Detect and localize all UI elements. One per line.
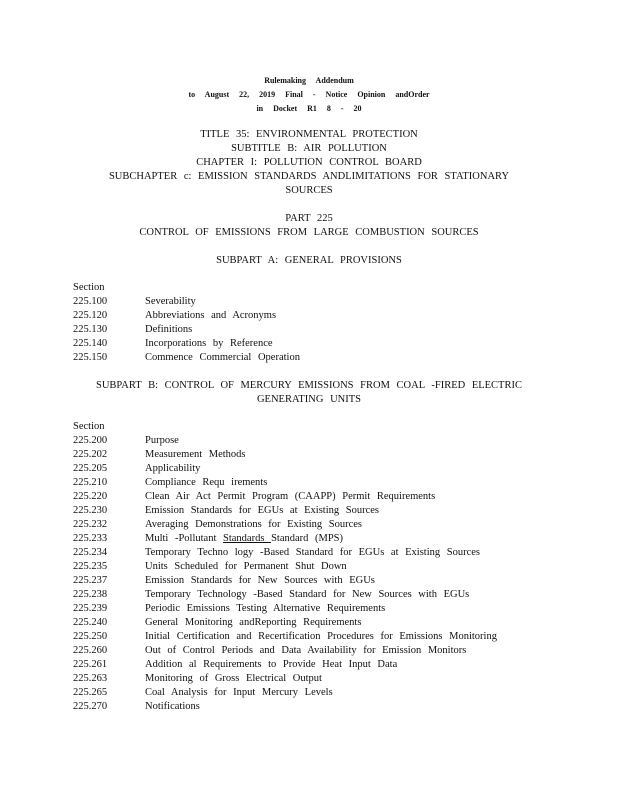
section-number: 225.130 [73,324,108,335]
section-row [73,351,593,365]
section-title: Emission Standards for New Sources with EGUs [145,575,375,586]
section-number: 225.238 [73,589,108,600]
section-number: 225.240 [73,617,108,628]
section-row [73,448,593,462]
part-title: CONTROL OF EMISSIONS FROM LARGE COMBUSTION SOURCES [139,227,479,238]
section-title: Out of Control Periods and Data Availability for Emission Monitors [145,645,467,656]
section-number: 225.250 [73,631,108,642]
section-title: Monitoring of Gross Electrical Output [145,673,322,684]
section-row [73,574,593,588]
chapter-heading: CHAPTER I: POLLUTION CONTROL BOARD [196,157,422,168]
section-number: 225.232 [73,519,108,530]
section-title: Periodic Emissions Testing Alternative Requirements [145,603,386,614]
section-row [73,434,593,448]
section-title-part: Multi -Pollutant [145,533,224,544]
section-title: Definitions [145,324,193,335]
section-title: Averaging Demonstrations for Existing Sources [145,519,363,530]
section-title: Commence Commercial Operation [145,352,300,363]
section-number: 225.233 [73,533,108,544]
section-row [73,630,593,644]
section-row [73,518,593,532]
section-row [73,672,593,686]
section-title: Measurement Methods [145,449,246,460]
title-heading: TITLE 35: ENVIRONMENTAL PROTECTION [200,129,418,140]
section-row [73,532,593,546]
subpart-a-heading: SUBPART A: GENERAL PROVISIONS [216,255,402,266]
section-row [73,309,593,323]
section-row [73,700,593,714]
section-row [73,588,593,602]
section-number: 225.202 [73,449,108,460]
section-number: 225.235 [73,561,108,572]
section-title: Incorporations by Reference [145,338,273,349]
section-title: Units Scheduled for Permanent Shut Down [145,561,347,572]
section-title: Compliance Requ irements [145,477,268,488]
section-row [73,504,593,518]
section-title: Temporary Technology -Based Standard for New Sources with EGUs [145,589,470,600]
section-number: 225.210 [73,477,108,488]
section-row [73,686,593,700]
section-row [73,616,593,630]
subpart-b-section-list [73,434,593,714]
subchapter-heading-line-2: SOURCES [285,185,333,196]
section-number: 225.265 [73,687,108,698]
section-title: Addition al Requirements to Provide Heat Input Data [145,659,398,670]
section-title [145,532,343,546]
addendum-header-line-1: Rulemaking Addendum [264,76,354,85]
section-title-underlined: Standards [223,533,272,544]
section-row [73,560,593,574]
section-title: Purpose [145,435,179,446]
section-number: 225.230 [73,505,108,516]
addendum-header-line-2: to August 22, 2019 Final - Notice Opinion andOrder [188,90,430,99]
section-row [73,337,593,351]
section-title: Abbreviations and Acronyms [145,310,277,321]
subchapter-heading-line-1: SUBCHAPTER c: EMISSION STANDARDS ANDLIMITATIONS FOR STATIONARY [108,171,510,182]
subpart-b-section-label: Section [73,421,105,432]
section-number: 225.140 [73,338,108,349]
subpart-b-heading-line-2: GENERATING UNITS [256,394,362,405]
section-title: Coal Analysis for Input Mercury Levels [145,687,333,698]
section-row [73,323,593,337]
addendum-header-line-3: in Docket R1 8 - 20 [256,104,362,113]
section-row [73,476,593,490]
section-row [73,602,593,616]
section-row [73,490,593,504]
section-number: 225.237 [73,575,108,586]
section-number: 225.234 [73,547,108,558]
section-number: 225.200 [73,435,108,446]
part-heading: PART 225 [285,213,333,224]
section-number: 225.270 [73,701,108,712]
section-number: 225.205 [73,463,108,474]
section-number: 225.100 [73,296,108,307]
section-number: 225.220 [73,491,108,502]
section-number: 225.261 [73,659,108,670]
section-row [73,462,593,476]
section-row [73,546,593,560]
section-row [73,295,593,309]
section-title: Clean Air Act Permit Program (CAAPP) Permit Requirements [145,491,436,502]
section-row [73,644,593,658]
section-title: Emission Standards for EGUs at Existing Sources [145,505,379,516]
subpart-a-section-list [73,295,593,365]
section-title: Temporary Techno logy -Based Standard for EGUs at Existing Sources [145,547,480,558]
section-row [73,658,593,672]
section-number: 225.263 [73,673,108,684]
section-title: General Monitoring andReporting Requirements [145,617,362,628]
section-number: 225.239 [73,603,108,614]
section-title: Severability [145,296,196,307]
section-number: 225.260 [73,645,108,656]
subpart-b-heading-line-1: SUBPART B: CONTROL OF MERCURY EMISSIONS FROM COAL -FIRED ELECTRIC [96,380,522,391]
section-number: 225.120 [73,310,108,321]
section-number: 225.150 [73,352,108,363]
section-title: Initial Certification and Recertification Procedures for Emissions Monitoring [145,631,497,642]
subpart-a-section-label: Section [73,282,105,293]
subtitle-heading: SUBTITLE B: AIR POLLUTION [231,143,387,154]
section-title: Applicability [145,463,201,474]
section-title: Notifications [145,701,200,712]
section-title-part: Standard (MPS) [271,533,344,544]
